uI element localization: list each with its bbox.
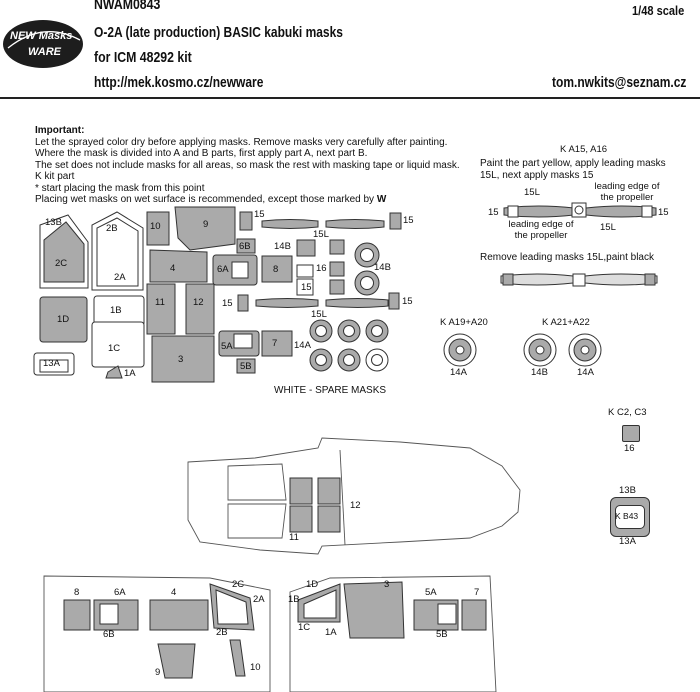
mask-1a bbox=[106, 366, 122, 378]
mask-15-right-a bbox=[390, 213, 401, 229]
sheet-label: 1D bbox=[57, 314, 70, 325]
door-label: 1A bbox=[325, 627, 337, 638]
mask-15-left-b bbox=[238, 295, 248, 311]
kit-label: for ICM 48292 kit bbox=[94, 49, 192, 66]
sheet-label: 12 bbox=[193, 297, 204, 308]
wheel-kit-ref: K A21+A22 bbox=[542, 317, 590, 328]
sheet-label: 2B bbox=[106, 223, 118, 234]
door-label: 1B bbox=[288, 594, 300, 605]
light-label: 16 bbox=[624, 443, 635, 454]
propeller-label: 15 bbox=[658, 207, 669, 218]
mask-15-white-2 bbox=[297, 265, 313, 277]
sheet-label: 5A bbox=[221, 341, 233, 352]
sheet-label: 14B bbox=[374, 262, 391, 273]
mask-4 bbox=[150, 250, 207, 282]
door-label: 2A bbox=[253, 594, 265, 605]
sheet-label: 15 bbox=[403, 215, 414, 226]
door-mask-3 bbox=[344, 582, 404, 638]
door-label: 9 bbox=[155, 667, 161, 678]
cockpit-label: 13B bbox=[619, 485, 636, 496]
sheet-label: 10 bbox=[150, 221, 161, 232]
sheet-label: 4 bbox=[170, 263, 176, 274]
sheet-label: 1B bbox=[110, 305, 122, 316]
propeller-label: 15 bbox=[488, 207, 499, 218]
fuselage-label: 12 bbox=[350, 500, 361, 511]
logo-text-top: NEW Masks bbox=[10, 30, 73, 42]
instruction-line: K kit part bbox=[35, 171, 75, 182]
sheet-label: 15L bbox=[313, 229, 329, 240]
door-label: 6A bbox=[114, 587, 126, 598]
sheet-label: 13B bbox=[45, 217, 62, 228]
sheet-label: 6B bbox=[239, 241, 251, 252]
instruction-line: Placing wet masks on wet surface is recommended, except those marked by W bbox=[35, 194, 387, 205]
instructions-heading: Important: bbox=[35, 125, 85, 136]
instruction-line: Let the sprayed color dry before applying masks. Remove masks very carefully after painting. bbox=[35, 136, 448, 148]
sheet-label: 3 bbox=[178, 354, 184, 365]
propeller-note-2: Remove leading masks 15L,paint black bbox=[480, 252, 654, 263]
wheel-label: 14A bbox=[450, 367, 467, 378]
cockpit-label: 13A bbox=[619, 536, 636, 547]
website-link[interactable]: http://mek.kosmo.cz/newware bbox=[94, 74, 264, 91]
sheet-label: 9 bbox=[203, 219, 209, 230]
sheet-label: 15L bbox=[311, 309, 327, 320]
instruction-line: * start placing the mask from this point bbox=[35, 182, 205, 194]
mask-12 bbox=[186, 284, 214, 334]
mask-5a-hole bbox=[234, 334, 252, 348]
door-label: 5B bbox=[436, 629, 448, 640]
sheet-label: 8 bbox=[273, 264, 279, 275]
propeller-label: 15L bbox=[524, 187, 540, 198]
door-label: 8 bbox=[74, 587, 80, 598]
cockpit-kit-part: K B43 bbox=[615, 511, 639, 521]
mask-15l-bottom-b bbox=[326, 299, 388, 308]
wheels-diagram bbox=[440, 330, 620, 370]
mask-16-a bbox=[330, 240, 344, 254]
scale-label: 1/48 scale bbox=[632, 3, 685, 18]
sheet-label: 7 bbox=[272, 338, 278, 349]
sheet-label: 16 bbox=[316, 263, 327, 274]
propeller-label: leading edge of the propeller bbox=[594, 181, 660, 203]
fuselage-mask-12a bbox=[318, 478, 340, 504]
logo-text-bottom: WARE bbox=[28, 46, 61, 58]
spare-label: WHITE - SPARE MASKS bbox=[274, 385, 387, 396]
door-label: 7 bbox=[474, 587, 480, 598]
fuselage-label: 11 bbox=[289, 532, 299, 543]
door-label: 5A bbox=[425, 587, 437, 598]
sheet-label: 14B bbox=[274, 241, 291, 252]
sheet-label: 11 bbox=[155, 297, 165, 308]
sheet-label: 6A bbox=[217, 264, 229, 275]
door-mask-5b bbox=[438, 604, 456, 624]
sheet-label: 15 bbox=[301, 282, 312, 293]
mask-15l-bottom bbox=[256, 299, 318, 308]
sheet-label: 13A bbox=[43, 358, 60, 369]
door-mask-8 bbox=[64, 600, 90, 630]
sheet-label: 2A bbox=[114, 272, 126, 283]
door-label: 10 bbox=[250, 662, 261, 673]
sheet-label: 15 bbox=[254, 209, 265, 220]
mask-15l-top-b bbox=[326, 220, 384, 229]
light-kit-ref: K C2, C3 bbox=[608, 407, 647, 418]
door-mask-9 bbox=[158, 644, 195, 678]
mask-16-b bbox=[330, 262, 344, 276]
mask-15-small bbox=[240, 212, 252, 230]
door-label: 6B bbox=[103, 629, 115, 640]
propeller-label: 15L bbox=[600, 222, 616, 233]
mask-14b-square bbox=[297, 240, 315, 256]
fuselage-mask-upper bbox=[290, 478, 312, 504]
sheet-label: 14A bbox=[294, 340, 311, 351]
door-label: 2B bbox=[216, 627, 228, 638]
instruction-line: Where the mask is divided into A and B parts, first apply part A, next part B. bbox=[35, 148, 368, 159]
door-label: 1D bbox=[306, 579, 319, 590]
email-link[interactable]: tom.nwkits@seznam.cz bbox=[552, 74, 687, 91]
door-mask-6b bbox=[100, 604, 118, 624]
product-title: O-2A (late production) BASIC kabuki masks bbox=[94, 24, 343, 41]
fuselage-mask-12b bbox=[318, 506, 340, 532]
sheet-label: 15 bbox=[402, 296, 413, 307]
mask-16-c bbox=[330, 280, 344, 294]
door-label: 2C bbox=[232, 579, 245, 590]
mask-6a-hole bbox=[232, 262, 248, 278]
sheet-label: 15 bbox=[222, 298, 233, 309]
wheel-label: 14B bbox=[531, 367, 548, 378]
sheet-label: 5B bbox=[240, 361, 252, 372]
sheet-label: 1C bbox=[108, 343, 121, 354]
mask-15-right-b bbox=[389, 293, 399, 309]
propeller-note: Paint the part yellow, apply leading masks 15L, next apply masks 15 bbox=[480, 158, 666, 181]
door-mask-4 bbox=[150, 600, 208, 630]
sheet-label: 2C bbox=[55, 258, 68, 269]
mask-15l-top bbox=[262, 220, 318, 229]
door-label: 4 bbox=[171, 587, 177, 598]
propeller-label: leading edge of the propeller bbox=[508, 219, 574, 241]
propeller-kit-ref: K A15, A16 bbox=[560, 144, 608, 155]
product-code: NWAM0843 bbox=[94, 0, 161, 13]
instruction-line: The set does not include masks for all areas, so mask the rest with masking tape or liquid mask. bbox=[35, 159, 460, 171]
fuselage-mask-lower bbox=[290, 506, 312, 532]
door-label: 3 bbox=[384, 579, 390, 590]
door-mask-7 bbox=[462, 600, 486, 630]
wheel-kit-ref: K A19+A20 bbox=[440, 317, 488, 328]
mask-11 bbox=[147, 284, 175, 334]
propeller-diagram-2 bbox=[495, 268, 665, 292]
sheet-label: 1A bbox=[124, 368, 136, 379]
wet-symbol: W bbox=[376, 194, 387, 205]
wheel-label: 14A bbox=[577, 367, 594, 378]
door-label: 1C bbox=[298, 622, 311, 633]
